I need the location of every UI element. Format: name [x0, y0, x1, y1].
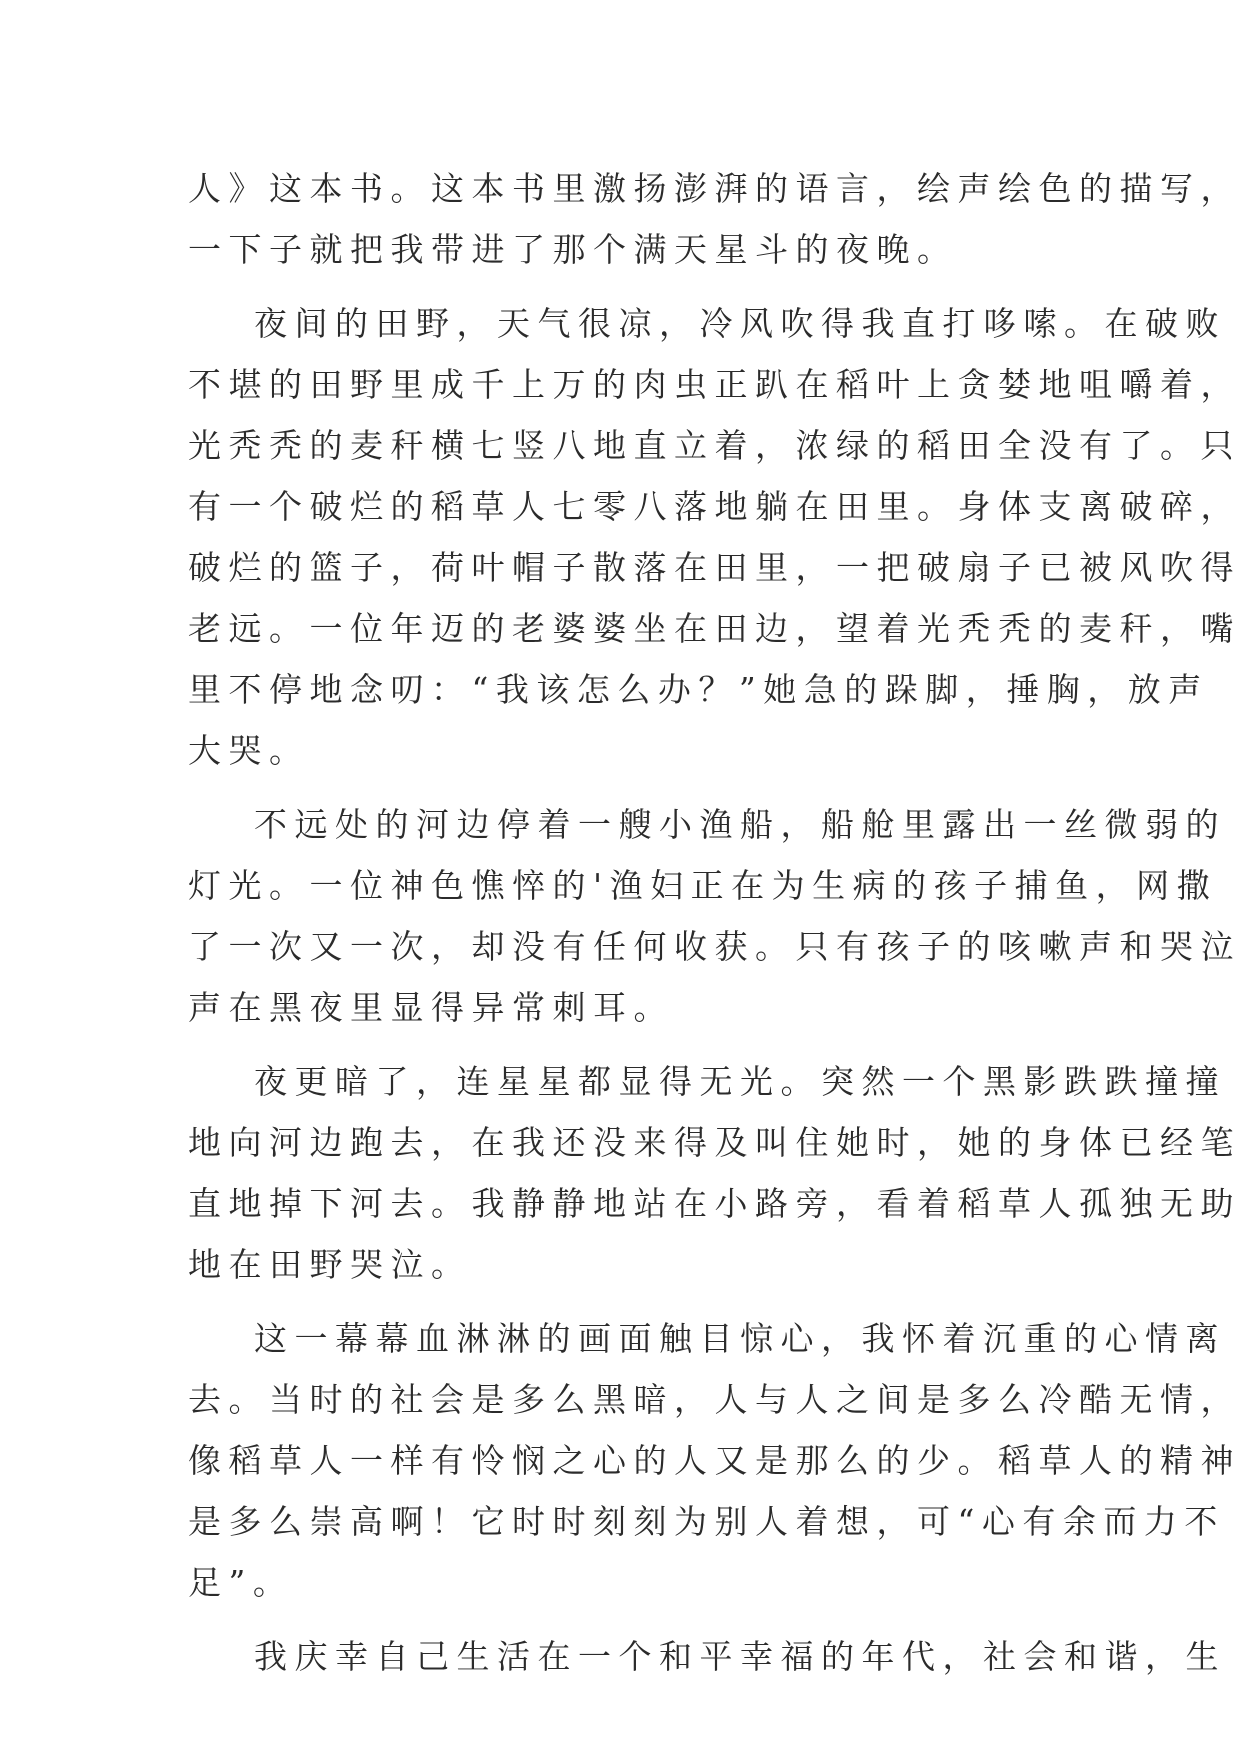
paragraph-spacing [188, 1613, 1054, 1626]
text-line: 一下子就把我带进了那个满天星斗的夜晚。 [188, 230, 958, 269]
text-line: 里不停地念叨：“我该怎么办？”她急的跺脚，捶胸，放声 [188, 670, 1209, 709]
text-line: 了一次又一次，却没有任何收获。只有孩子的咳嗽声和哭泣 [188, 927, 1241, 966]
paragraph [188, 1308, 1241, 1613]
text-line: 声在黑夜里显得异常刺耳。 [188, 988, 674, 1027]
text-line: 老远。一位年迈的老婆婆坐在田边，望着光秃秃的麦秆，嘴 [188, 609, 1241, 648]
text-line: 破烂的篮子，荷叶帽子散落在田里，一把破扇子已被风吹得 [188, 548, 1241, 587]
text-line: 直地掉下河去。我静静地站在小路旁，看着稻草人孤独无助 [188, 1184, 1241, 1223]
paragraph [188, 1051, 1241, 1295]
text-line: 夜间的田野，天气很凉，冷风吹得我直打哆嗦。在破败 [254, 304, 1226, 343]
text-line: 有一个破烂的稻草人七零八落地躺在田里。身体支离破碎， [188, 487, 1241, 526]
paragraph [188, 794, 1241, 1038]
text-line: 地向河边跑去，在我还没来得及叫住她时，她的身体已经笔 [188, 1123, 1241, 1162]
text-line: 夜更暗了，连星星都显得无光。突然一个黑影跌跌撞撞 [254, 1062, 1226, 1101]
paragraph [188, 293, 1241, 781]
text-line: 地在田野哭泣。 [188, 1245, 472, 1284]
paragraph [188, 1626, 1226, 1687]
text-line: 像稻草人一样有怜悯之心的人又是那么的少。稻草人的精神 [188, 1441, 1241, 1480]
text-line: 大哭。 [188, 731, 310, 770]
text-line: 是多么崇高啊！它时时刻刻为别人着想，可“心有余而力不 [188, 1502, 1225, 1541]
text-line: 去。当时的社会是多么黑暗，人与人之间是多么冷酷无情， [188, 1380, 1241, 1419]
text-line: 灯光。一位神色憔悴的'渔妇正在为生病的孩子捕鱼，网撒 [188, 866, 1218, 905]
text-line: 足”。 [188, 1563, 294, 1602]
paragraph-spacing [188, 1038, 1054, 1051]
text-line: 这一幕幕血淋淋的画面触目惊心，我怀着沉重的心情离 [254, 1319, 1226, 1358]
text-line: 光秃秃的麦秆横七竖八地直立着，浓绿的稻田全没有了。只 [188, 426, 1241, 465]
paragraph-spacing [188, 280, 1054, 293]
paragraph-spacing [188, 781, 1054, 794]
text-line: 人》这本书。这本书里激扬澎湃的语言，绘声绘色的描写， [188, 169, 1241, 208]
document-body [188, 158, 1241, 1687]
text-line: 我庆幸自己生活在一个和平幸福的年代，社会和谐，生 [254, 1637, 1226, 1676]
paragraph [188, 158, 1241, 280]
text-line: 不堪的田野里成千上万的肉虫正趴在稻叶上贪婪地咀嚼着， [188, 365, 1241, 404]
text-line: 不远处的河边停着一艘小渔船，船舱里露出一丝微弱的 [254, 805, 1226, 844]
paragraph-spacing [188, 1295, 1054, 1308]
